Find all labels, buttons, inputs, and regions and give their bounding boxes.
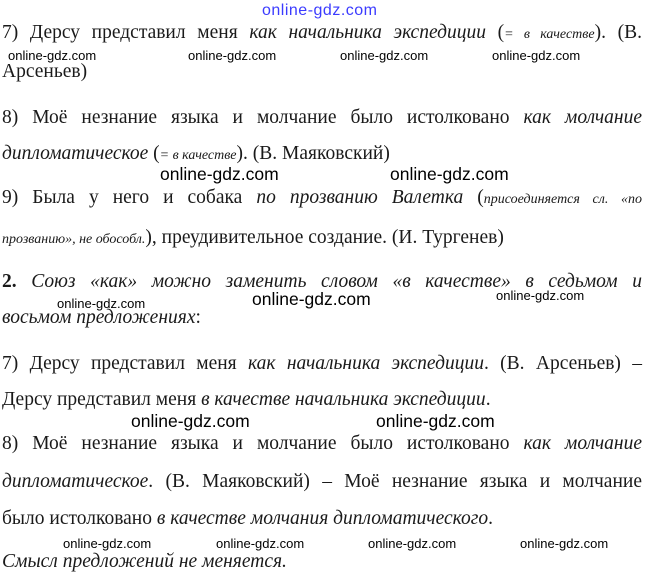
s2-sentence-7-line1 [2, 352, 642, 376]
note: прозванию», не обособл. [2, 232, 146, 247]
watermark: online-gdz.com [492, 48, 581, 63]
text: ), преудивительное создание. (И. Тургенев) [145, 227, 504, 248]
s2-sentence-8-line1 [2, 432, 642, 456]
text: 7) Дерсу представил меня [2, 22, 250, 43]
text: ( [463, 187, 484, 208]
example-phrase: в качестве начальника экспедиции [201, 389, 486, 410]
conclusion-text: Смысл предложений не меняется. [2, 551, 287, 572]
watermark: online-gdz.com [63, 536, 152, 551]
watermark: online-gdz.com [376, 411, 495, 431]
s1-sentence-7-line1 [2, 21, 642, 47]
watermark: online-gdz.com [188, 48, 277, 63]
section-number: 2. [2, 271, 17, 292]
watermark: online-gdz.com [160, 164, 279, 184]
text: 9) Была у него и собака [2, 187, 257, 208]
watermark: online-gdz.com [252, 289, 371, 309]
example-phrase: как начальника экспедиции [249, 22, 486, 43]
watermark: online-gdz.com [131, 411, 250, 431]
watermark: online-gdz.com [57, 296, 146, 311]
text: Дерсу представил меня [2, 389, 202, 410]
s2-sentence-8-line2 [2, 470, 642, 494]
text: 8) Моё незнание языка и молчание было истолковано [2, 107, 524, 128]
text: ). (В. [594, 22, 642, 43]
note: = в качестве [159, 148, 237, 163]
s2-conclusion [2, 550, 287, 574]
s2-sentence-8-line3 [2, 507, 493, 531]
s1-sentence-8-line1 [2, 106, 642, 130]
text: было истолковано [2, 508, 157, 529]
watermark: online-gdz.com [216, 536, 305, 551]
example-phrase: дипломатическое [2, 471, 149, 492]
text: . [485, 389, 491, 410]
text: ). (В. Маяковский) [236, 143, 390, 164]
example-phrase: по прозванию Валетка [256, 187, 464, 208]
watermark: online-gdz.com [520, 536, 609, 551]
example-phrase: в качестве молчания дипломатического [156, 508, 489, 529]
text: Союз «как» можно заменить словом «в качестве» в седьмом и [16, 271, 642, 292]
example-phrase: как молчание [523, 433, 642, 454]
watermark-top: online-gdz.com [262, 2, 378, 19]
example-phrase: дипломатическое [2, 143, 149, 164]
watermark: online-gdz.com [368, 536, 457, 551]
s2-intro-line2 [2, 306, 201, 330]
text: ( [485, 22, 505, 43]
watermark: online-gdz.com [8, 48, 97, 63]
text: 8) Моё незнание языка и молчание было истолковано [2, 433, 524, 454]
s2-sentence-7-line2 [2, 388, 491, 412]
note: присоединяется сл. «по [483, 192, 642, 207]
text: Арсеньев) [2, 61, 88, 82]
s1-sentence-7-line2 [2, 60, 87, 84]
watermark: online-gdz.com [390, 164, 509, 184]
note: = в качестве [504, 27, 595, 42]
watermark: online-gdz.com [496, 288, 585, 303]
text: . (В. Арсеньев) – [483, 353, 642, 374]
text: восьмом предложениях [2, 307, 196, 328]
text: . [488, 508, 493, 529]
watermark: online-gdz.com [340, 48, 429, 63]
s1-sentence-9-line1 [2, 186, 642, 212]
example-phrase: как начальника экспедиции [247, 353, 484, 374]
text: . (В. Маяковский) – Моё незнание языка и молчание [148, 471, 642, 492]
s1-sentence-9-line2 [2, 226, 504, 252]
text: ( [148, 143, 160, 164]
example-phrase: как молчание [523, 107, 642, 128]
text: 7) Дерсу представил меня [2, 353, 248, 374]
text: : [195, 307, 201, 328]
